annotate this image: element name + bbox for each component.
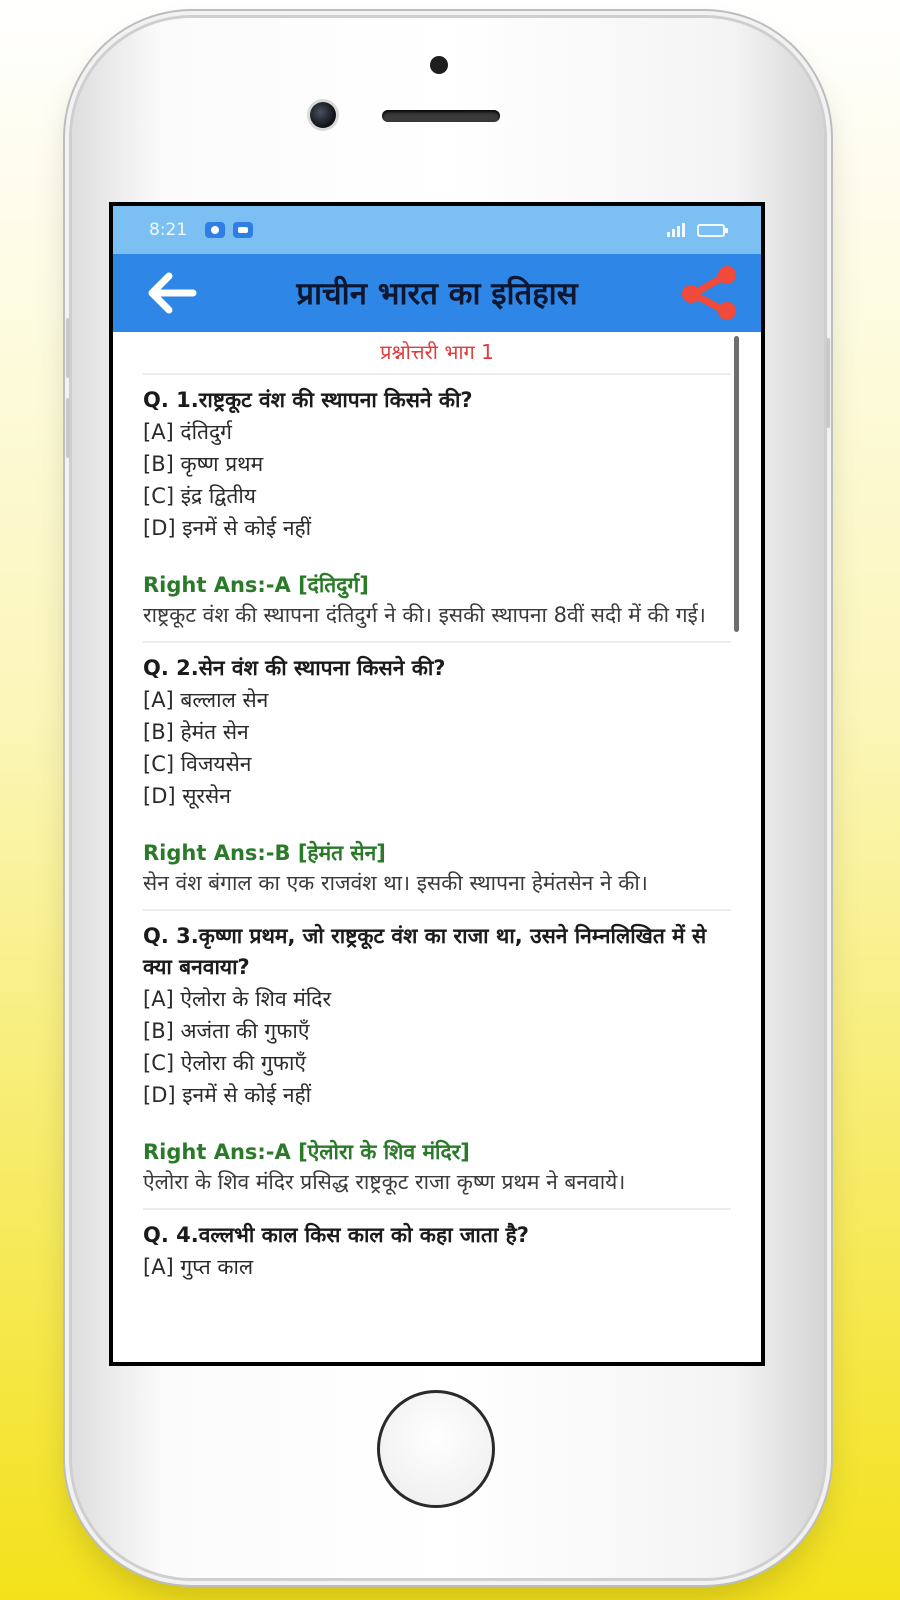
right-answer: Right Ans:-B [हेमंत सेन] — [143, 841, 386, 865]
answer-explanation: सेन वंश बंगाल का एक राजवंश था। इसकी स्थापना हेमंतसेन ने की। — [143, 871, 648, 895]
option-d[interactable]: [D] सूरसेन — [143, 784, 231, 808]
volume-up-button — [66, 318, 70, 378]
option-c[interactable]: [C] विजयसेन — [143, 752, 252, 776]
question-text: Q. 3.कृष्णा प्रथम, जो राष्ट्रकूट वंश का राजा था, उसने निम्नलिखित में से क्या बनवाया? — [143, 924, 707, 979]
option-b[interactable]: [B] हेमंत सेन — [143, 720, 249, 744]
message-icon — [233, 222, 253, 238]
option-a[interactable]: [A] गुप्त काल — [143, 1255, 254, 1279]
question-card — [143, 375, 731, 643]
earpiece-speaker — [382, 110, 500, 122]
question-card — [143, 911, 731, 1210]
option-a[interactable]: [A] बल्लाल सेन — [143, 688, 269, 712]
answer-explanation: राष्ट्रकूट वंश की स्थापना दंतिदुर्ग ने की। इसकी स्थापना 8वीं सदी में की गई। — [143, 603, 706, 627]
answer-explanation: ऐलोरा के शिव मंदिर प्रसिद्ध राष्ट्रकूट राजा कृष्ण प्रथम ने बनवाये। — [143, 1170, 626, 1194]
proximity-sensor — [430, 56, 448, 74]
quiz-content[interactable] — [113, 332, 761, 1362]
app-notification-icon — [205, 222, 225, 238]
scrollbar[interactable] — [734, 336, 739, 632]
signal-icon — [667, 223, 689, 237]
question-text: Q. 4.वल्लभी काल किस काल को कहा जाता है? — [143, 1223, 529, 1247]
section-title: प्रश्नोत्तरी भाग 1 — [143, 332, 731, 375]
app-bar — [113, 254, 761, 332]
back-button[interactable] — [143, 268, 199, 318]
power-button — [826, 338, 830, 428]
share-button[interactable] — [679, 264, 741, 322]
battery-icon — [697, 224, 725, 237]
option-d[interactable]: [D] इनमें से कोई नहीं — [143, 1083, 312, 1107]
option-d[interactable]: [D] इनमें से कोई नहीं — [143, 516, 312, 540]
option-b[interactable]: [B] कृष्ण प्रथम — [143, 452, 264, 476]
option-a[interactable]: [A] ऐलोरा के शिव मंदिर — [143, 987, 332, 1011]
arrow-left-icon — [143, 268, 199, 318]
share-icon — [679, 264, 741, 322]
status-icons — [667, 223, 725, 237]
volume-down-button — [66, 398, 70, 458]
option-a[interactable]: [A] दंतिदुर्ग — [143, 420, 232, 444]
phone-frame — [72, 18, 824, 1578]
question-text: Q. 1.राष्ट्रकूट वंश की स्थापना किसने की? — [143, 388, 473, 412]
page-title: प्राचीन भारत का इतिहास — [296, 276, 578, 312]
status-bar — [113, 206, 761, 254]
status-time: 8:21 — [149, 220, 188, 240]
home-button[interactable] — [377, 1390, 495, 1508]
phone-screen — [109, 202, 765, 1366]
front-camera — [310, 102, 336, 128]
option-b[interactable]: [B] अजंता की गुफाएँ — [143, 1019, 310, 1043]
question-text: Q. 2.सेन वंश की स्थापना किसने की? — [143, 656, 446, 680]
question-card — [143, 1210, 731, 1293]
question-card — [143, 643, 731, 911]
right-answer: Right Ans:-A [ऐलोरा के शिव मंदिर] — [143, 1140, 470, 1164]
option-c[interactable]: [C] इंद्र द्वितीय — [143, 484, 256, 508]
right-answer: Right Ans:-A [दंतिदुर्ग] — [143, 573, 369, 597]
option-c[interactable]: [C] ऐलोरा की गुफाएँ — [143, 1051, 307, 1075]
